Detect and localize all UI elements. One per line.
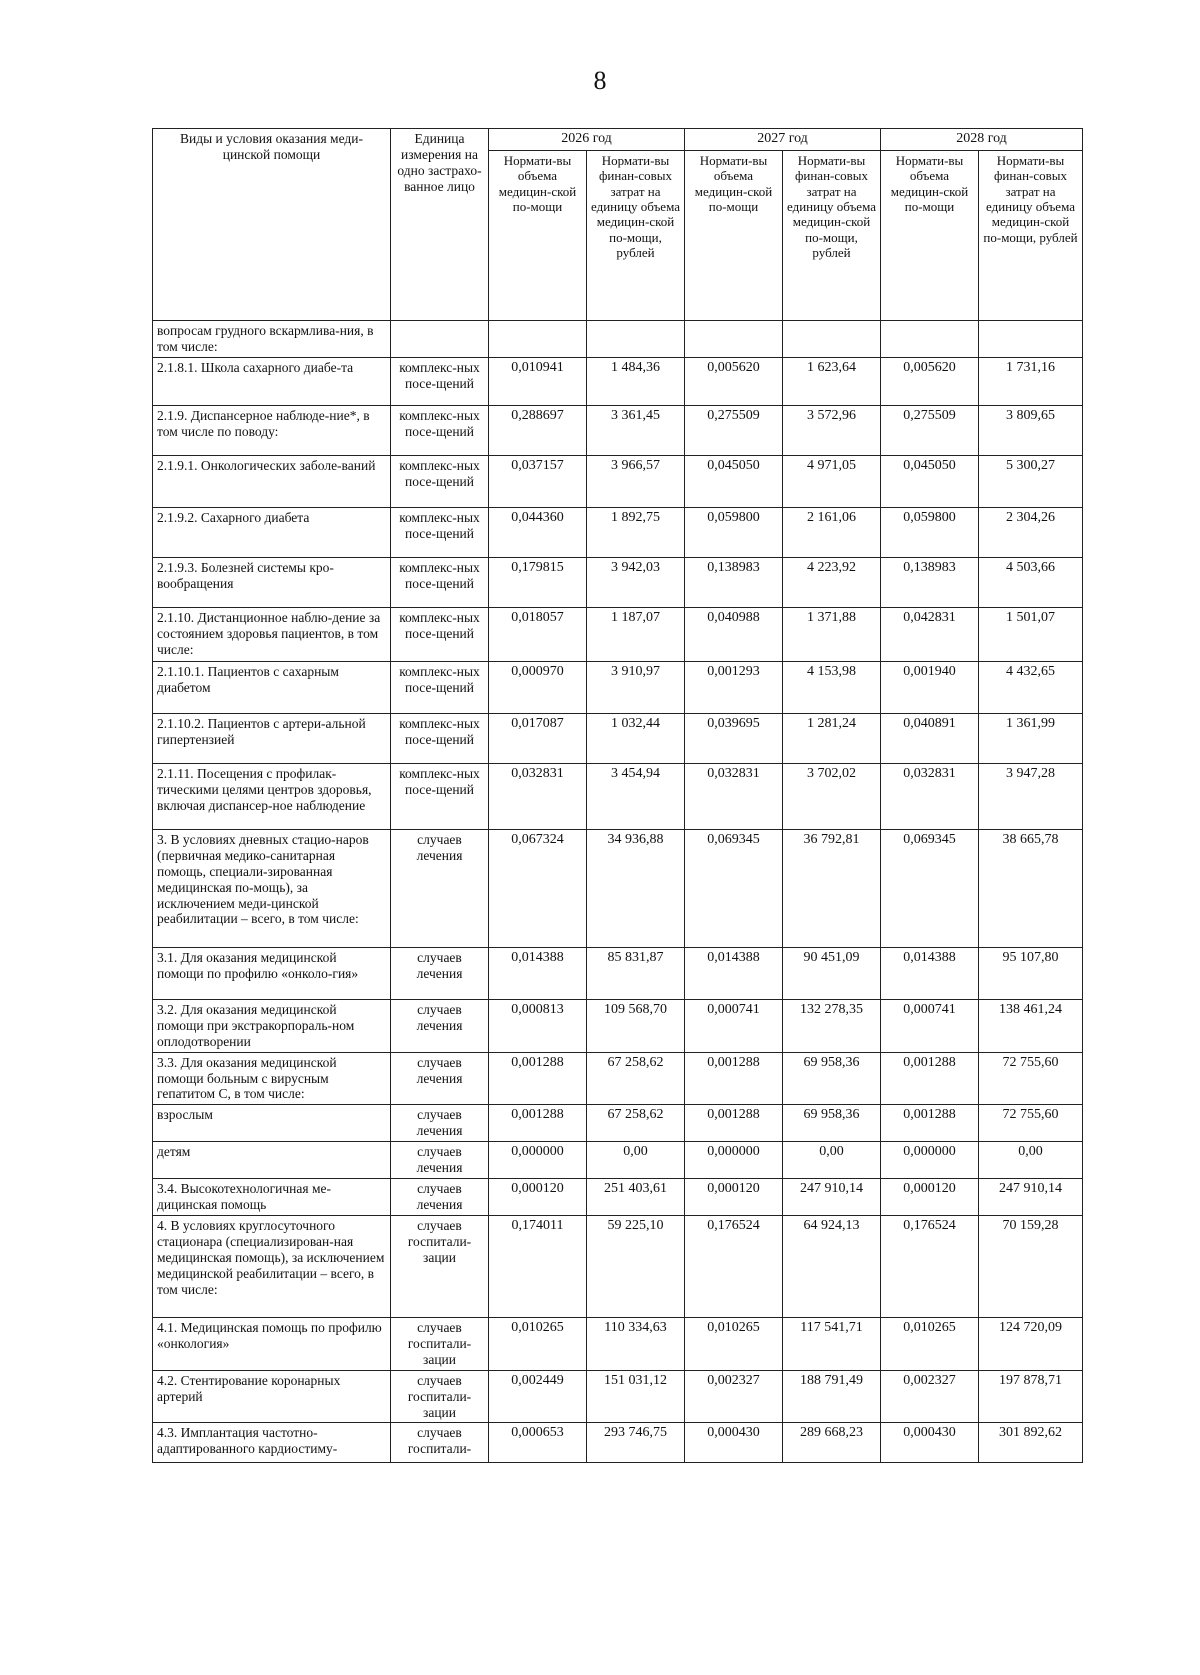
header-year-2026: 2026 год	[489, 129, 685, 151]
row-unit: комплекс-ных посе-щений	[391, 763, 489, 829]
row-unit: комплекс-ных посе-щений	[391, 507, 489, 557]
volume-value: 0,174011	[489, 1215, 587, 1317]
header-volume: Нормати-вы объема медицин-ской по-мощи	[489, 151, 587, 321]
cost-value: 188 791,49	[783, 1370, 881, 1423]
volume-value: 0,010941	[489, 357, 587, 405]
cost-value: 0,00	[783, 1142, 881, 1179]
cost-value: 85 831,87	[587, 947, 685, 999]
header-cost: Нормати-вы финан-совых затрат на единицу объема медицин-ской по-мощи, рублей	[587, 151, 685, 321]
cost-value: 4 971,05	[783, 455, 881, 507]
volume-value: 0,001288	[881, 1105, 979, 1142]
volume-value: 0,176524	[881, 1215, 979, 1317]
cost-value: 59 225,10	[587, 1215, 685, 1317]
cost-value	[783, 321, 881, 358]
table-row	[153, 1052, 1083, 1105]
volume-value: 0,045050	[685, 455, 783, 507]
volume-value: 0,002327	[881, 1370, 979, 1423]
header-year-2027: 2027 год	[685, 129, 881, 151]
row-name: 2.1.10.1. Пациентов с сахарным диабетом	[153, 661, 391, 713]
cost-value: 3 947,28	[979, 763, 1083, 829]
cost-value: 132 278,35	[783, 999, 881, 1052]
volume-value: 0,005620	[685, 357, 783, 405]
volume-value: 0,045050	[881, 455, 979, 507]
row-unit: случаев госпитали-зации	[391, 1215, 489, 1317]
cost-value: 3 361,45	[587, 405, 685, 455]
row-name: 2.1.9.3. Болезней системы кро-вообращения	[153, 557, 391, 607]
table-row	[153, 947, 1083, 999]
cost-value: 67 258,62	[587, 1052, 685, 1105]
volume-value: 0,000120	[489, 1179, 587, 1216]
cost-value: 2 304,26	[979, 507, 1083, 557]
volume-value: 0,001288	[489, 1052, 587, 1105]
cost-value: 3 942,03	[587, 557, 685, 607]
volume-value: 0,000430	[685, 1423, 783, 1463]
row-name: 3.4. Высокотехнологичная ме-дицинская помощь	[153, 1179, 391, 1216]
volume-value: 0,069345	[685, 829, 783, 947]
table-row	[153, 455, 1083, 507]
cost-value	[587, 321, 685, 358]
cost-value: 3 910,97	[587, 661, 685, 713]
cost-value: 64 924,13	[783, 1215, 881, 1317]
volume-value: 0,000741	[881, 999, 979, 1052]
cost-value: 1 731,16	[979, 357, 1083, 405]
norms-table	[152, 128, 1083, 1463]
row-name: 2.1.9.1. Онкологических заболе-ваний	[153, 455, 391, 507]
cost-value: 69 958,36	[783, 1105, 881, 1142]
row-name: 4.3. Имплантация частотно-адаптированного кардиостиму-	[153, 1423, 391, 1463]
row-unit: комплекс-ных посе-щений	[391, 661, 489, 713]
volume-value: 0,042831	[881, 607, 979, 661]
row-name: 4.2. Стентирование коронарных артерий	[153, 1370, 391, 1423]
cost-value: 1 187,07	[587, 607, 685, 661]
table-row	[153, 357, 1083, 405]
volume-value: 0,040988	[685, 607, 783, 661]
volume-value: 0,002449	[489, 1370, 587, 1423]
cost-value: 1 281,24	[783, 713, 881, 763]
volume-value: 0,010265	[489, 1317, 587, 1370]
volume-value: 0,010265	[685, 1317, 783, 1370]
volume-value: 0,000000	[881, 1142, 979, 1179]
table-row	[153, 1317, 1083, 1370]
cost-value: 1 501,07	[979, 607, 1083, 661]
row-name: 4.1. Медицинская помощь по профилю «онкология»	[153, 1317, 391, 1370]
cost-value: 109 568,70	[587, 999, 685, 1052]
volume-value: 0,014388	[489, 947, 587, 999]
cost-value: 3 966,57	[587, 455, 685, 507]
row-unit: случаев лечения	[391, 1179, 489, 1216]
volume-value: 0,275509	[685, 405, 783, 455]
row-name: 3.1. Для оказания медицинской помощи по профилю «онколо-гия»	[153, 947, 391, 999]
cost-value: 69 958,36	[783, 1052, 881, 1105]
cost-value: 70 159,28	[979, 1215, 1083, 1317]
row-unit: случаев госпитали-зации	[391, 1370, 489, 1423]
volume-value: 0,000970	[489, 661, 587, 713]
cost-value: 110 334,63	[587, 1317, 685, 1370]
row-name: 2.1.10. Дистанционное наблю-дение за состоянием здоровья пациентов, в том числе:	[153, 607, 391, 661]
volume-value	[881, 321, 979, 358]
table-row	[153, 829, 1083, 947]
volume-value: 0,000120	[685, 1179, 783, 1216]
volume-value: 0,275509	[881, 405, 979, 455]
cost-value: 251 403,61	[587, 1179, 685, 1216]
row-name: 3. В условиях дневных стацио-наров (первичная медико-санитарная помощь, специали-зированная медицинская по-мощь), за исключением меди-цинской реабилитации – всего, в том числе:	[153, 829, 391, 947]
cost-value: 2 161,06	[783, 507, 881, 557]
volume-value: 0,000000	[685, 1142, 783, 1179]
volume-value: 0,002327	[685, 1370, 783, 1423]
row-unit: случаев госпитали-	[391, 1423, 489, 1463]
table-row	[153, 1179, 1083, 1216]
cost-value: 72 755,60	[979, 1105, 1083, 1142]
row-unit: случаев лечения	[391, 829, 489, 947]
cost-value: 90 451,09	[783, 947, 881, 999]
row-name: 2.1.10.2. Пациентов с артери-альной гипертензией	[153, 713, 391, 763]
volume-value: 0,001288	[685, 1052, 783, 1105]
volume-value	[685, 321, 783, 358]
cost-value: 1 484,36	[587, 357, 685, 405]
volume-value: 0,000741	[685, 999, 783, 1052]
table-row	[153, 713, 1083, 763]
row-name: 3.2. Для оказания медицинской помощи при экстракорпораль-ном оплодотворении	[153, 999, 391, 1052]
row-name: детям	[153, 1142, 391, 1179]
volume-value: 0,039695	[685, 713, 783, 763]
volume-value: 0,179815	[489, 557, 587, 607]
cost-value	[979, 321, 1083, 358]
cost-value: 34 936,88	[587, 829, 685, 947]
row-name: 2.1.8.1. Школа сахарного диабе-та	[153, 357, 391, 405]
cost-value: 197 878,71	[979, 1370, 1083, 1423]
volume-value: 0,000000	[489, 1142, 587, 1179]
cost-value: 3 572,96	[783, 405, 881, 455]
header-cost: Нормати-вы финан-совых затрат на единицу объема медицин-ской по-мощи, рублей	[979, 151, 1083, 321]
row-unit: комплекс-ных посе-щений	[391, 455, 489, 507]
volume-value: 0,000653	[489, 1423, 587, 1463]
cost-value: 1 032,44	[587, 713, 685, 763]
header-cost: Нормати-вы финан-совых затрат на единицу объема медицин-ской по-мощи, рублей	[783, 151, 881, 321]
table-row	[153, 999, 1083, 1052]
volume-value: 0,005620	[881, 357, 979, 405]
cost-value: 1 892,75	[587, 507, 685, 557]
volume-value: 0,040891	[881, 713, 979, 763]
volume-value: 0,014388	[685, 947, 783, 999]
header-unit: Единица измерения на одно застрахо-ванное лицо	[391, 129, 489, 321]
cost-value: 1 371,88	[783, 607, 881, 661]
row-unit: случаев лечения	[391, 1142, 489, 1179]
cost-value: 38 665,78	[979, 829, 1083, 947]
volume-value: 0,176524	[685, 1215, 783, 1317]
row-name: 2.1.9. Диспансерное наблюде-ние*, в том числе по поводу:	[153, 405, 391, 455]
volume-value: 0,032831	[685, 763, 783, 829]
cost-value: 5 300,27	[979, 455, 1083, 507]
table-row	[153, 1370, 1083, 1423]
row-name: 2.1.11. Посещения с профилак-тическими целями центров здоровья, включая диспансер-ное наблюдение	[153, 763, 391, 829]
cost-value: 247 910,14	[979, 1179, 1083, 1216]
row-unit: случаев лечения	[391, 999, 489, 1052]
cost-value: 4 223,92	[783, 557, 881, 607]
volume-value: 0,138983	[881, 557, 979, 607]
table-row	[153, 1423, 1083, 1463]
volume-value: 0,001288	[881, 1052, 979, 1105]
header-volume: Нормати-вы объема медицин-ской по-мощи	[881, 151, 979, 321]
table-row	[153, 661, 1083, 713]
volume-value: 0,069345	[881, 829, 979, 947]
table-row	[153, 405, 1083, 455]
page-number: 8	[593, 66, 607, 95]
volume-value: 0,001288	[489, 1105, 587, 1142]
row-name: взрослым	[153, 1105, 391, 1142]
row-unit: комплекс-ных посе-щений	[391, 713, 489, 763]
volume-value: 0,018057	[489, 607, 587, 661]
cost-value: 301 892,62	[979, 1423, 1083, 1463]
row-unit: случаев лечения	[391, 1052, 489, 1105]
header-volume: Нормати-вы объема медицин-ской по-мощи	[685, 151, 783, 321]
row-unit: комплекс-ных посе-щений	[391, 357, 489, 405]
cost-value: 117 541,71	[783, 1317, 881, 1370]
volume-value: 0,044360	[489, 507, 587, 557]
volume-value: 0,288697	[489, 405, 587, 455]
table-row	[153, 1142, 1083, 1179]
header-kind: Виды и условия оказания меди-цинской помощи	[153, 129, 391, 321]
volume-value: 0,032831	[881, 763, 979, 829]
cost-value: 67 258,62	[587, 1105, 685, 1142]
cost-value: 138 461,24	[979, 999, 1083, 1052]
table-row	[153, 1215, 1083, 1317]
row-unit: случаев лечения	[391, 1105, 489, 1142]
volume-value: 0,000430	[881, 1423, 979, 1463]
table-row	[153, 1105, 1083, 1142]
volume-value: 0,059800	[881, 507, 979, 557]
row-unit: случаев лечения	[391, 947, 489, 999]
cost-value: 3 454,94	[587, 763, 685, 829]
volume-value	[489, 321, 587, 358]
volume-value: 0,032831	[489, 763, 587, 829]
row-name: вопросам грудного вскармлива-ния, в том числе:	[153, 321, 391, 358]
cost-value: 3 702,02	[783, 763, 881, 829]
cost-value: 151 031,12	[587, 1370, 685, 1423]
volume-value: 0,059800	[685, 507, 783, 557]
cost-value: 72 755,60	[979, 1052, 1083, 1105]
row-unit	[391, 321, 489, 358]
row-unit: случаев госпитали-зации	[391, 1317, 489, 1370]
volume-value: 0,001293	[685, 661, 783, 713]
cost-value: 1 623,64	[783, 357, 881, 405]
header-year-2028: 2028 год	[881, 129, 1083, 151]
volume-value: 0,010265	[881, 1317, 979, 1370]
table-row	[153, 321, 1083, 358]
volume-value: 0,000813	[489, 999, 587, 1052]
row-unit: комплекс-ных посе-щений	[391, 405, 489, 455]
volume-value: 0,067324	[489, 829, 587, 947]
cost-value: 36 792,81	[783, 829, 881, 947]
volume-value: 0,138983	[685, 557, 783, 607]
cost-value: 124 720,09	[979, 1317, 1083, 1370]
row-name: 3.3. Для оказания медицинской помощи больным с вирусным гепатитом С, в том числе:	[153, 1052, 391, 1105]
cost-value: 95 107,80	[979, 947, 1083, 999]
table-row	[153, 507, 1083, 557]
volume-value: 0,001288	[685, 1105, 783, 1142]
cost-value: 0,00	[587, 1142, 685, 1179]
row-unit: комплекс-ных посе-щений	[391, 607, 489, 661]
cost-value: 4 503,66	[979, 557, 1083, 607]
cost-value: 289 668,23	[783, 1423, 881, 1463]
cost-value: 0,00	[979, 1142, 1083, 1179]
cost-value: 247 910,14	[783, 1179, 881, 1216]
table-row	[153, 763, 1083, 829]
table-row	[153, 607, 1083, 661]
volume-value: 0,037157	[489, 455, 587, 507]
cost-value: 1 361,99	[979, 713, 1083, 763]
cost-value: 4 432,65	[979, 661, 1083, 713]
volume-value: 0,000120	[881, 1179, 979, 1216]
cost-value: 4 153,98	[783, 661, 881, 713]
volume-value: 0,017087	[489, 713, 587, 763]
cost-value: 293 746,75	[587, 1423, 685, 1463]
table-row	[153, 557, 1083, 607]
row-unit: комплекс-ных посе-щений	[391, 557, 489, 607]
volume-value: 0,001940	[881, 661, 979, 713]
row-name: 4. В условиях круглосуточного стационара (специализирован-ная медицинская помощь), за исключением медицинской реабилитации – всего, в том числе:	[153, 1215, 391, 1317]
row-name: 2.1.9.2. Сахарного диабета	[153, 507, 391, 557]
volume-value: 0,014388	[881, 947, 979, 999]
cost-value: 3 809,65	[979, 405, 1083, 455]
